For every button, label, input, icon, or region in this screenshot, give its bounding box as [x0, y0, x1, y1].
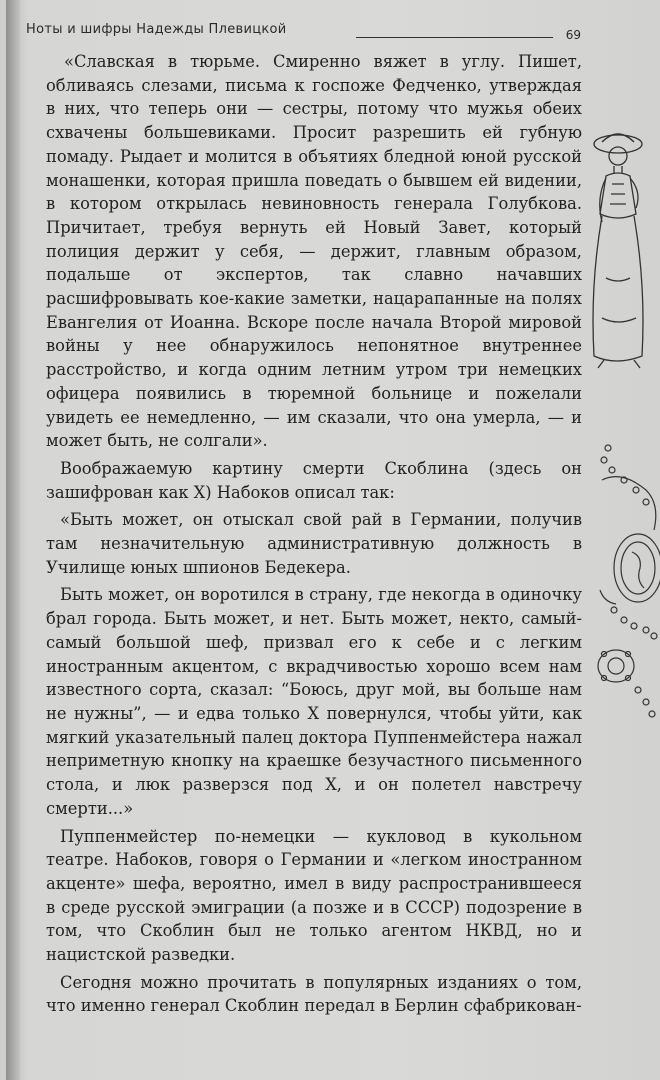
paragraph-1: «Славская в тюрьме. Смиренно вяжет в углу. Пишет, обливаясь слезами, письма к госпоже Федченко, утверждая в них, что теперь они — сестры, потому что мужья обеих схвачены большевиками. Просит разрешить ей губную помаду. Рыдает и молится в объятиях бледной юной русской монашенки, которая пришла поведать о бывшем ей видении, в котором открылась невиновность генерала Голубкова. Причитает, требуя вернуть ей Новый Завет, который полиция держит у себя, — держит, главным образом, подальше от экспертов, так славно начавших расшифровывать кое-какие заметки, нацарапанные на полях Евангелия от Иоанна. Вскоре после начала Второй мировой войны у нее обнаружилось непонятное внутреннее расстройство, и когда одним летним утром три немецких офицера появились в тюремной больнице и пожелали увидеть ее немедленно, — им сказали, что она умерла, — и может быть, не солгали».	[46, 52, 582, 451]
paragraph-4: Быть может, он воротился в страну, где некогда в одиночку брал города. Быть может, и нет. Быть может, некто, самый-самый большой шеф, призвал его к себе и с легким иностранным акцентом, с вкрадчивостью хорошо всем нам известного сорта, сказал: “Боюсь, друг мой, вы больше нам не нужны”, — и едва только X повернулся, чтобы уйти, как мягкий указательный палец доктора Пуппенмейстера нажал неприметную кнопку на краешке безучастного письменного стола, и люк разверзся под X, и он полетел навстречу смерти...»	[46, 585, 582, 818]
paragraph-6: Сегодня можно прочитать в популярных изданиях о том, что именно генерал Скоблин передал в Берлин сфабрикован-	[46, 972, 582, 1016]
paragraph-3: «Быть может, он отыскал свой рай в Германии, получив там незначительную административную должность в Училище юных шпионов Бедекера.	[46, 510, 582, 577]
header-rule	[356, 37, 553, 38]
paragraph-5: Пуппенмейстер по-немецки — кукловод в кукольном театре. Набоков, говоря о Германии и «легком иностранном акценте» шефа, вероятно, имел в виду распространившееся в среде русской эмиграции (а позже и в СССР) подозрение в том, что Скоблин был не только агентом НКВД, но и нацистской разведки.	[46, 826, 582, 965]
lady-illustration	[584, 128, 660, 378]
book-page	[6, 0, 660, 1080]
paragraph-2: Воображаемую картину смерти Скоблина (здесь он зашифрован как X) Набоков описал так:	[46, 458, 582, 502]
page-number: 69	[565, 28, 581, 42]
body-text	[46, 50, 582, 1022]
page-header	[26, 22, 581, 46]
jewelry-illustration	[594, 440, 660, 730]
book-spine-shadow	[6, 0, 20, 1080]
running-title: Ноты и шифры Надежды Плевицкой	[26, 22, 287, 37]
